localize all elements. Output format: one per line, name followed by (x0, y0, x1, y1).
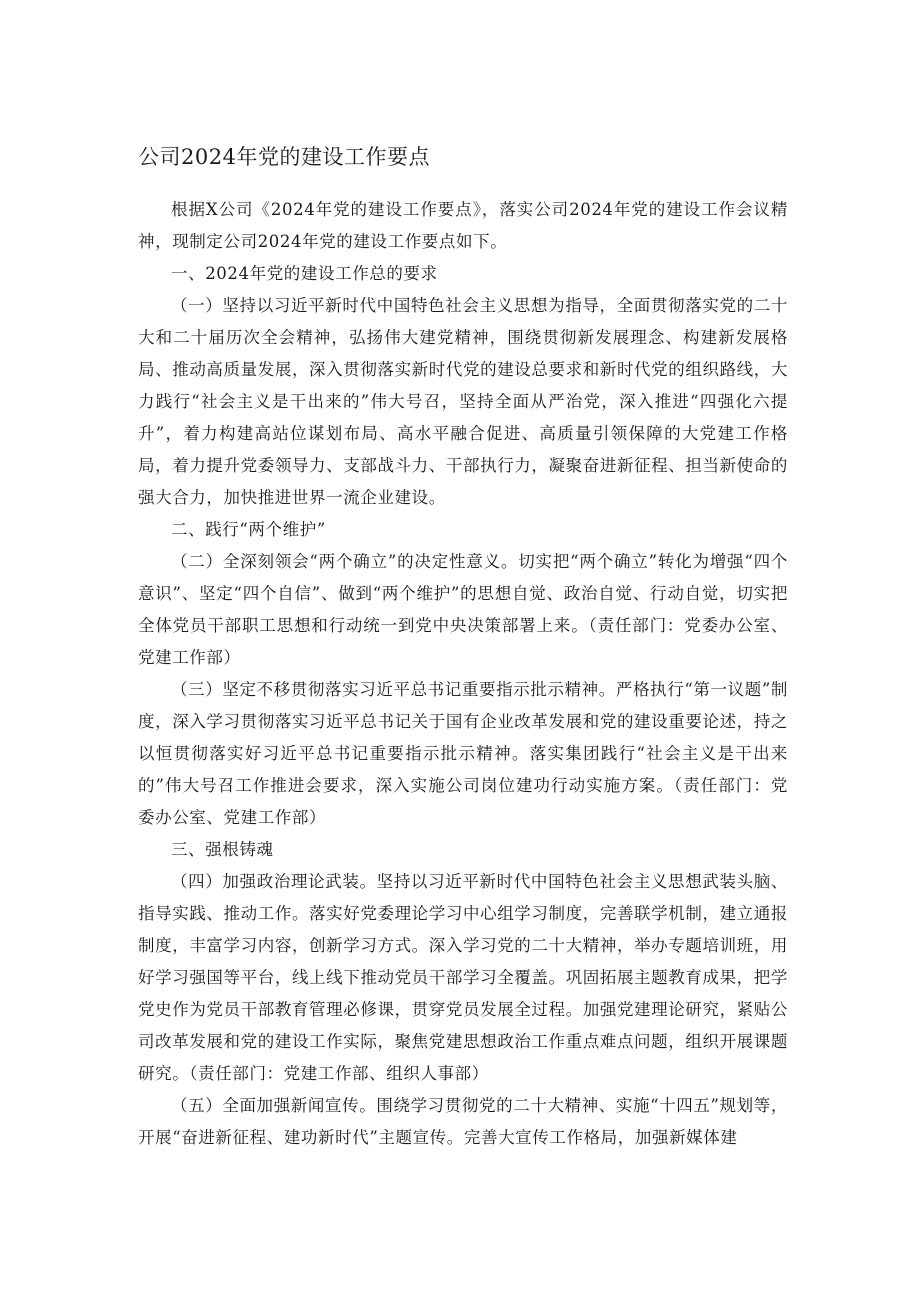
intro-paragraph: 根据X公司《2024年党的建设工作要点》，落实公司2024年党的建设工作会议精神，现制定公司2024年党的建设工作要点如下。 (138, 200, 788, 251)
paragraph-1: （一）坚持以习近平新时代中国特色社会主义思想为指导，全面贯彻落实党的二十大和二十届历次全会精神，弘扬伟大建党精神，围绕贯彻新发展理念、构建新发展格局、推动高质量发展，深入贯彻落实新时代党的建设总要求和新时代党的组织路线，大力践行“社会主义是干出来的”伟大号召，坚持全面从严治党，深入推进“四强化六提升”，着力构建高站位谋划布局、高水平融合促进、高质量引领保障的大党建工作格局，着力提升党委领导力、支部战斗力、干部执行力，凝聚奋进新征程、担当新使命的强大合力，加快推进世界一流企业建设。 (138, 296, 788, 507)
paragraph-4: （四）加强政治理论武装。坚持以习近平新时代中国特色社会主义思想武装头脑、指导实践、推动工作。落实好党委理论学习中心组学习制度，完善联学机制，建立通报制度，丰富学习内容，创新学习方式。深入学习党的二十大精神，举办专题培训班，用好学习强国等平台，线上线下推动党员干部学习全覆盖。巩固拓展主题教育成果，把学党史作为党员干部教育管理必修课，贯穿党员发展全过程。加强党建理论研究，紧贴公司改革发展和党的建设工作实际，聚焦党建思想政治工作重点难点问题，组织开展课题研究。（责任部门：党建工作部、组织人事部） (138, 872, 788, 1083)
paragraph-5: （五）全面加强新闻宣传。围绕学习贯彻党的二十大精神、实施“十四五”规划等，开展“奋进新征程、建功新时代”主题宣传。完善大宣传工作格局，加强新媒体建 (138, 1096, 788, 1147)
section-heading-2: 二、践行“两个维护” (171, 520, 326, 539)
document-title: 公司2024年党的建设工作要点 (138, 145, 430, 169)
section-heading-3: 三、强根铸魂 (171, 840, 274, 859)
paragraph-2: （二）全深刻领会“两个确立”的决定性意义。切实把“两个确立”转化为增强“四个意识”、坚定“四个自信”、做到“两个维护”的思想自觉、政治自觉、行动自觉，切实把全体党员干部职工思想和行动统一到党中央决策部署上来。（责任部门：党委办公室、党建工作部） (138, 552, 788, 667)
section-heading-1: 一、2024年党的建设工作总的要求 (171, 264, 438, 283)
paragraph-3: （三）坚定不移贯彻落实习近平总书记重要指示批示精神。严格执行“第一议题”制度，深入学习贯彻落实习近平总书记关于国有企业改革发展和党的建设重要论述，持之以恒贯彻落实好习近平总书记重要指示批示精神。落实集团践行“社会主义是干出来的”伟大号召工作推进会要求，深入实施公司岗位建功行动实施方案。（责任部门：党委办公室、党建工作部） (138, 680, 788, 827)
